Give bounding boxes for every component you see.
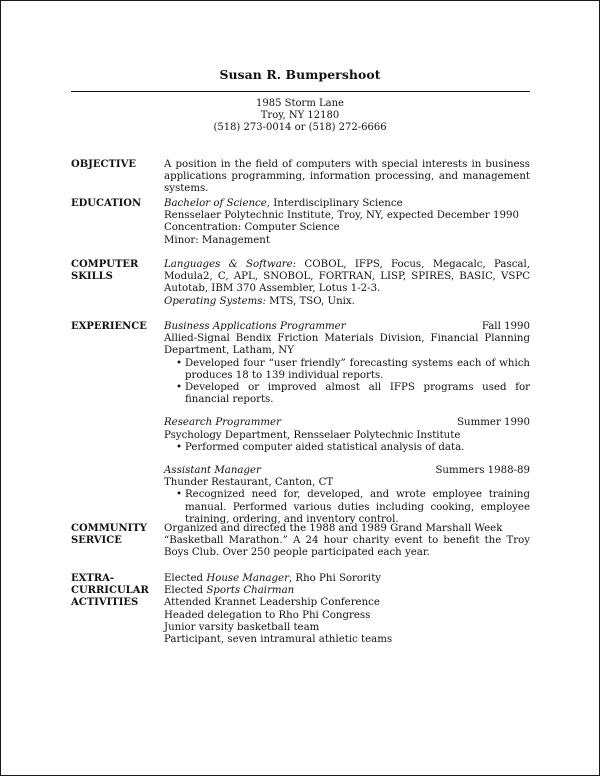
- activity-item: Headed delegation to Rho Phi Congress: [164, 609, 371, 621]
- job-bullet: [164, 442, 530, 454]
- activity-item: [164, 573, 530, 585]
- section-label-extracurricular: EXTRA- CURRICULAR ACTIVITIES: [71, 573, 149, 609]
- bullet-icon: •: [176, 357, 183, 369]
- section-label-computer-skills: COMPUTER SKILLS: [71, 259, 139, 283]
- experience-body: [164, 321, 530, 526]
- languages-heading: Languages & Software:: [164, 259, 297, 270]
- job-heading: [164, 465, 530, 477]
- section-label-community-service: COMMUNITY SERVICE: [71, 523, 147, 547]
- job-title: Research Programmer: [164, 417, 281, 429]
- activity-item: Participant, seven intramural athletic teams: [164, 634, 393, 646]
- activity-role: House Manager: [206, 573, 289, 584]
- degree-field: , Interdisciplinary Science: [266, 198, 403, 209]
- activity-org: , Rho Phi Sorority: [288, 573, 382, 584]
- languages-software: [164, 259, 530, 296]
- extracurricular-body: [164, 573, 530, 646]
- education-body: [164, 198, 530, 247]
- section-label-education: EDUCATION: [71, 198, 142, 209]
- job-date: Fall 1990: [481, 321, 530, 332]
- header-rule: [71, 91, 530, 92]
- section-label-objective: OBJECTIVE: [71, 159, 136, 170]
- education-minor: Minor: Management: [164, 234, 270, 246]
- activity-item: Junior varsity basketball team: [164, 621, 320, 633]
- degree-name: Bachelor of Science: [164, 198, 267, 209]
- job-bullets: [164, 442, 530, 454]
- address-city: Troy, NY 12180: [260, 110, 340, 121]
- computer-skills-body: [164, 259, 530, 308]
- section-label-experience: EXPERIENCE: [71, 321, 147, 332]
- address-phone: (518) 273-0014 or (518) 272-6666: [213, 122, 387, 133]
- job-bullets: [164, 489, 530, 526]
- os-list: MTS, TSO, Unix.: [265, 295, 355, 307]
- activity-text: Elected: [164, 573, 207, 584]
- candidate-name: Susan R. Bumpershoot: [219, 67, 381, 82]
- job-title: Assistant Manager: [164, 465, 261, 477]
- job-bullet: [164, 382, 530, 406]
- os-heading: Operating Systems:: [164, 295, 266, 307]
- bullet-text: Developed four “user friendly” forecasting systems each of which produces 18 to 139 individual reports.: [185, 357, 530, 381]
- job-organization: Thunder Restaurant, Canton, CT: [164, 477, 334, 489]
- bullet-icon: •: [176, 441, 183, 453]
- education-concentration: Concentration: Computer Science: [164, 222, 340, 234]
- bullet-text: Recognized need for, developed, and wrote employee training manual. Performed various duties including cooking, employee training, ordering, and inventory control.: [185, 489, 530, 525]
- community-service-body: [164, 523, 530, 560]
- bullet-text: Developed or improved almost all IFPS programs used for financial reports.: [185, 382, 530, 406]
- community-service-description: “Basketball Marathon.” A 24 hour charity event to benefit the Troy Boys Club. Over 250 people participated each year.: [164, 535, 530, 559]
- education-school: Rensselaer Polytechnic Institute, Troy, NY, expected December 1990: [164, 210, 519, 222]
- address-block: [1, 98, 599, 134]
- job-date: Summers 1988-89: [435, 465, 530, 477]
- community-service-line: Organized and directed the 1988 and 1989 Grand Marshall Week: [164, 523, 503, 534]
- job-heading: [164, 321, 530, 333]
- job-bullet: [164, 358, 530, 382]
- activity-item: Attended Krannet Leadership Conference: [164, 597, 380, 609]
- bullet-text: Performed computer aided statistical analysis of data.: [185, 441, 465, 453]
- address-street: 1985 Storm Lane: [256, 98, 344, 109]
- bullet-icon: •: [176, 382, 183, 394]
- activity-text: Elected: [164, 585, 207, 597]
- job-bullet: [164, 489, 530, 526]
- activity-role: Sports Chairman: [206, 585, 295, 597]
- job-date: Summer 1990: [457, 417, 530, 429]
- objective-text: A position in the field of computers with special interests in business applications programming, information processing, and management systems.: [164, 159, 530, 195]
- activity-item: [164, 585, 530, 597]
- job-title: Business Applications Programmer: [164, 321, 346, 332]
- job-entry: [164, 417, 530, 454]
- education-degree: [164, 198, 530, 210]
- bullet-icon: •: [176, 489, 183, 501]
- job-organization: Allied-Signal Bendix Friction Materials Division, Financial Planning Department, Latham, NY: [164, 333, 530, 357]
- job-heading: [164, 417, 530, 429]
- job-entry: [164, 465, 530, 526]
- job-organization: Psychology Department, Rensselaer Polytechnic Institute: [164, 429, 461, 441]
- job-bullets: [164, 358, 530, 407]
- languages-list: COBOL, IFPS, Focus, Megacalc, Pascal, Modula2, C, APL, SNOBOL, FORTRAN, LISP, SPIRES, BASIC, VSPC Autotab, IBM 370 Assembler, Lotus 1-2-3.: [164, 259, 531, 295]
- operating-systems: [164, 296, 530, 308]
- job-entry: [164, 321, 530, 406]
